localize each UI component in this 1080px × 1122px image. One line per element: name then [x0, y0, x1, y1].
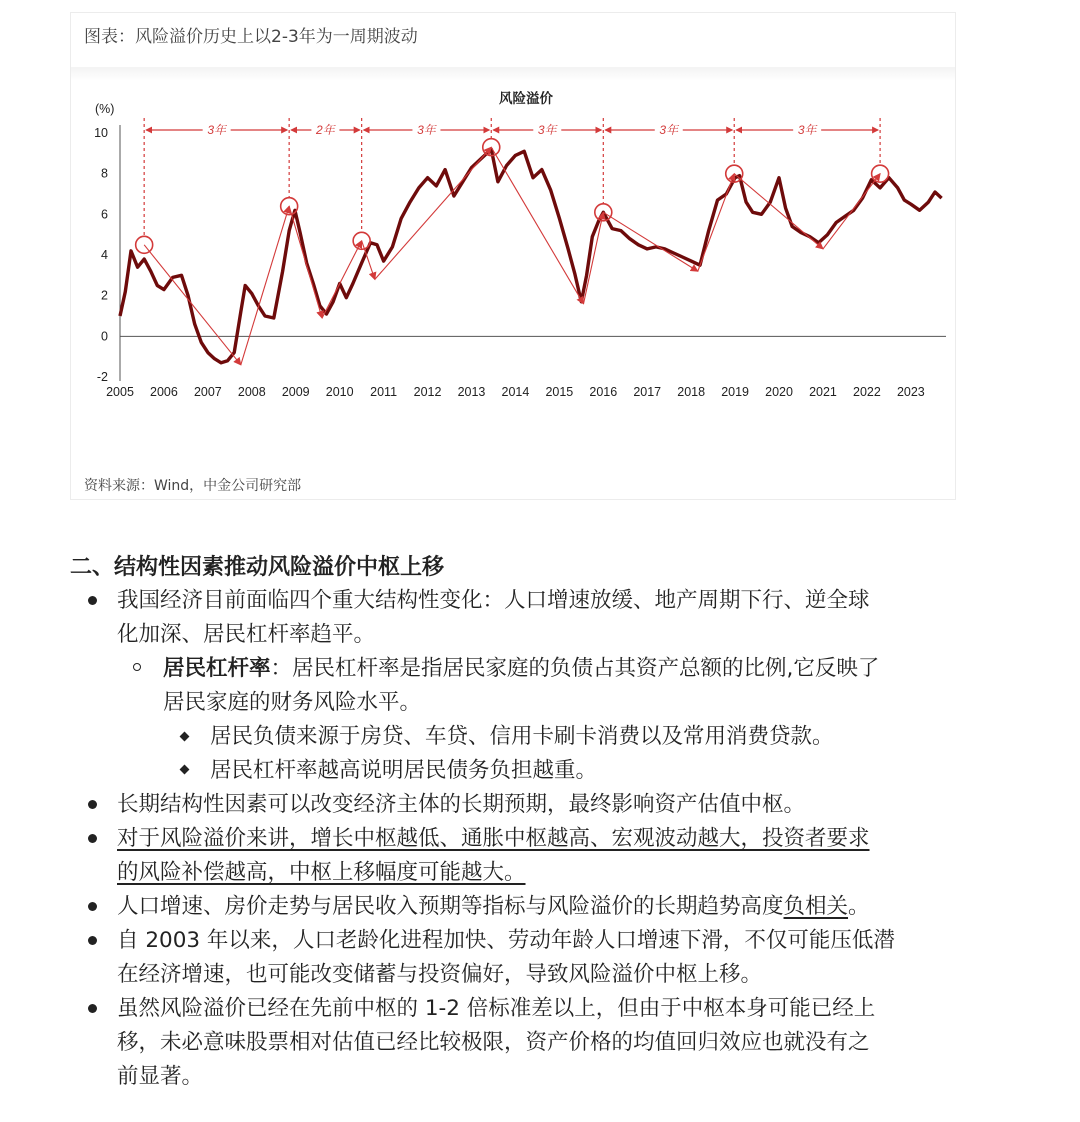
- x-tick-label: 2012: [413, 385, 442, 399]
- list-item: [117, 584, 870, 652]
- list-item-line: 移，未必意味股票相对估值已经比较极限，资产价格的均值回归效应也就没有之: [117, 1030, 870, 1055]
- list-item-line: 居民杠杆率越高说明居民债务负担越重。: [210, 758, 598, 783]
- bullet-dot-icon: [88, 1004, 97, 1013]
- list-item-line: 化加深、居民杠杆率趋平。: [117, 622, 376, 647]
- section-heading: 二、结构性因素推动风险溢价中枢上移: [70, 555, 445, 580]
- bullet-dot-icon: [88, 834, 97, 843]
- x-tick-label: 2007: [193, 385, 222, 399]
- list-item: [163, 652, 879, 720]
- peak-circle: [136, 236, 153, 253]
- term-definition: ：居民杠杆率是指居民家庭的负债占其资产总额的比例,它反映了: [270, 656, 880, 681]
- list-item-line: 自 2003 年以来，人口老龄化进程加快、劳动年龄人口增速下滑，不仅可能压低潜: [117, 928, 895, 953]
- bullet-dot-icon: [88, 936, 97, 945]
- list-item: [117, 788, 805, 822]
- x-tick-label: 2011: [370, 385, 398, 399]
- x-tick-label: 2018: [677, 385, 706, 399]
- list-item: [117, 890, 870, 924]
- underlined-term: 负相关: [783, 894, 849, 919]
- trend-arrow: [241, 206, 289, 365]
- list-item-line: 长期结构性因素可以改变经济主体的长期预期，最终影响资产估值中枢。: [117, 792, 806, 817]
- bullet-ring-icon: [133, 663, 141, 671]
- x-tick-label: 2016: [589, 385, 618, 399]
- x-tick-label: 2019: [721, 385, 750, 399]
- y-tick-label: 2: [101, 288, 108, 303]
- chart-figure: [70, 12, 956, 500]
- y-axis-unit: (%): [95, 102, 115, 116]
- bullet-diamond-icon: [180, 765, 190, 775]
- x-tick-label: 2009: [281, 385, 310, 399]
- list-item: [210, 754, 597, 788]
- trend-arrow: [375, 147, 491, 279]
- risk-premium-chart: [71, 73, 957, 473]
- cycle-span-label: 3年: [797, 123, 817, 137]
- risk-premium-line: [120, 149, 942, 362]
- x-tick-label: 2013: [457, 385, 486, 399]
- cycle-span-label: 3年: [537, 123, 557, 137]
- list-item-line: 前显著。: [117, 1064, 204, 1089]
- term-label: 居民杠杆率: [163, 656, 271, 681]
- x-tick-label: 2023: [896, 385, 925, 399]
- trend-arrow: [603, 212, 697, 271]
- list-item: [117, 924, 895, 992]
- x-tick-label: 2006: [150, 385, 178, 399]
- list-item-text: 。: [848, 894, 870, 919]
- trend-arrow: [491, 147, 583, 304]
- trend-arrow: [698, 174, 734, 272]
- bullet-dot-icon: [88, 800, 97, 809]
- y-tick-label: 0: [101, 329, 108, 344]
- list-item-text: 人口增速、房价走势与居民收入预期等指标与风险溢价的长期趋势高度: [117, 894, 784, 919]
- bullet-dot-icon: [88, 902, 97, 911]
- trend-arrow: [584, 212, 604, 303]
- y-tick-label: 6: [101, 207, 108, 222]
- x-tick-label: 2017: [633, 385, 662, 399]
- list-item-line: 我国经济目前面临四个重大结构性变化：人口增速放缓、地产周期下行、逆全球: [117, 588, 870, 613]
- list-item-line: 居民家庭的财务风险水平。: [163, 690, 422, 715]
- figure-source: 资料来源：Wind，中金公司研究部: [84, 478, 302, 494]
- peak-circle: [872, 165, 889, 182]
- list-item-line: [163, 652, 879, 686]
- trend-arrow: [289, 206, 322, 318]
- y-tick-label: 8: [101, 166, 108, 181]
- x-tick-label: 2014: [501, 385, 530, 399]
- trend-arrow: [144, 245, 241, 365]
- cycle-span-label: 3年: [417, 123, 436, 137]
- list-item: [117, 822, 870, 890]
- x-tick-label: 2015: [545, 385, 574, 399]
- list-item-line: 居民负债来源于房贷、车贷、信用卡刷卡消费以及常用消费贷款。: [210, 724, 834, 749]
- trend-arrow: [734, 174, 823, 249]
- bullet-dot-icon: [88, 596, 97, 605]
- y-tick-label: 10: [94, 126, 108, 140]
- figure-caption: 图表：风险溢价历史上以2-3年为一周期波动: [84, 27, 418, 47]
- cycle-span-label: 3年: [207, 123, 227, 137]
- x-tick-label: 2021: [809, 385, 837, 399]
- list-item-line: 虽然风险溢价已经在先前中枢的 1-2 倍标准差以上，但由于中枢本身可能已经上: [117, 996, 876, 1021]
- list-item-line: 在经济增速，也可能改变储蓄与投资偏好，导致风险溢价中枢上移。: [117, 962, 763, 987]
- x-tick-label: 2020: [765, 385, 793, 399]
- cycle-span-label: 2年: [316, 123, 335, 137]
- x-tick-label: 2008: [237, 385, 266, 399]
- list-item: [117, 992, 875, 1094]
- bullet-diamond-icon: [180, 732, 190, 742]
- chart-title: 风险溢价: [499, 91, 553, 106]
- list-item-line: [117, 890, 870, 924]
- cycle-span-label: 3年: [659, 123, 679, 137]
- y-tick-label: 4: [101, 248, 108, 262]
- x-tick-label: 2005: [106, 385, 134, 399]
- y-tick-label: -2: [96, 370, 108, 384]
- list-item: [210, 720, 834, 754]
- x-tick-label: 2022: [853, 385, 881, 399]
- trend-arrow: [823, 174, 880, 249]
- list-item-line: 的风险补偿越高，中枢上移幅度可能越大。: [117, 860, 526, 885]
- x-tick-label: 2010: [325, 385, 354, 399]
- list-item-line: 对于风险溢价来讲，增长中枢越低、通胀中枢越高、宏观波动越大，投资者要求: [117, 826, 870, 851]
